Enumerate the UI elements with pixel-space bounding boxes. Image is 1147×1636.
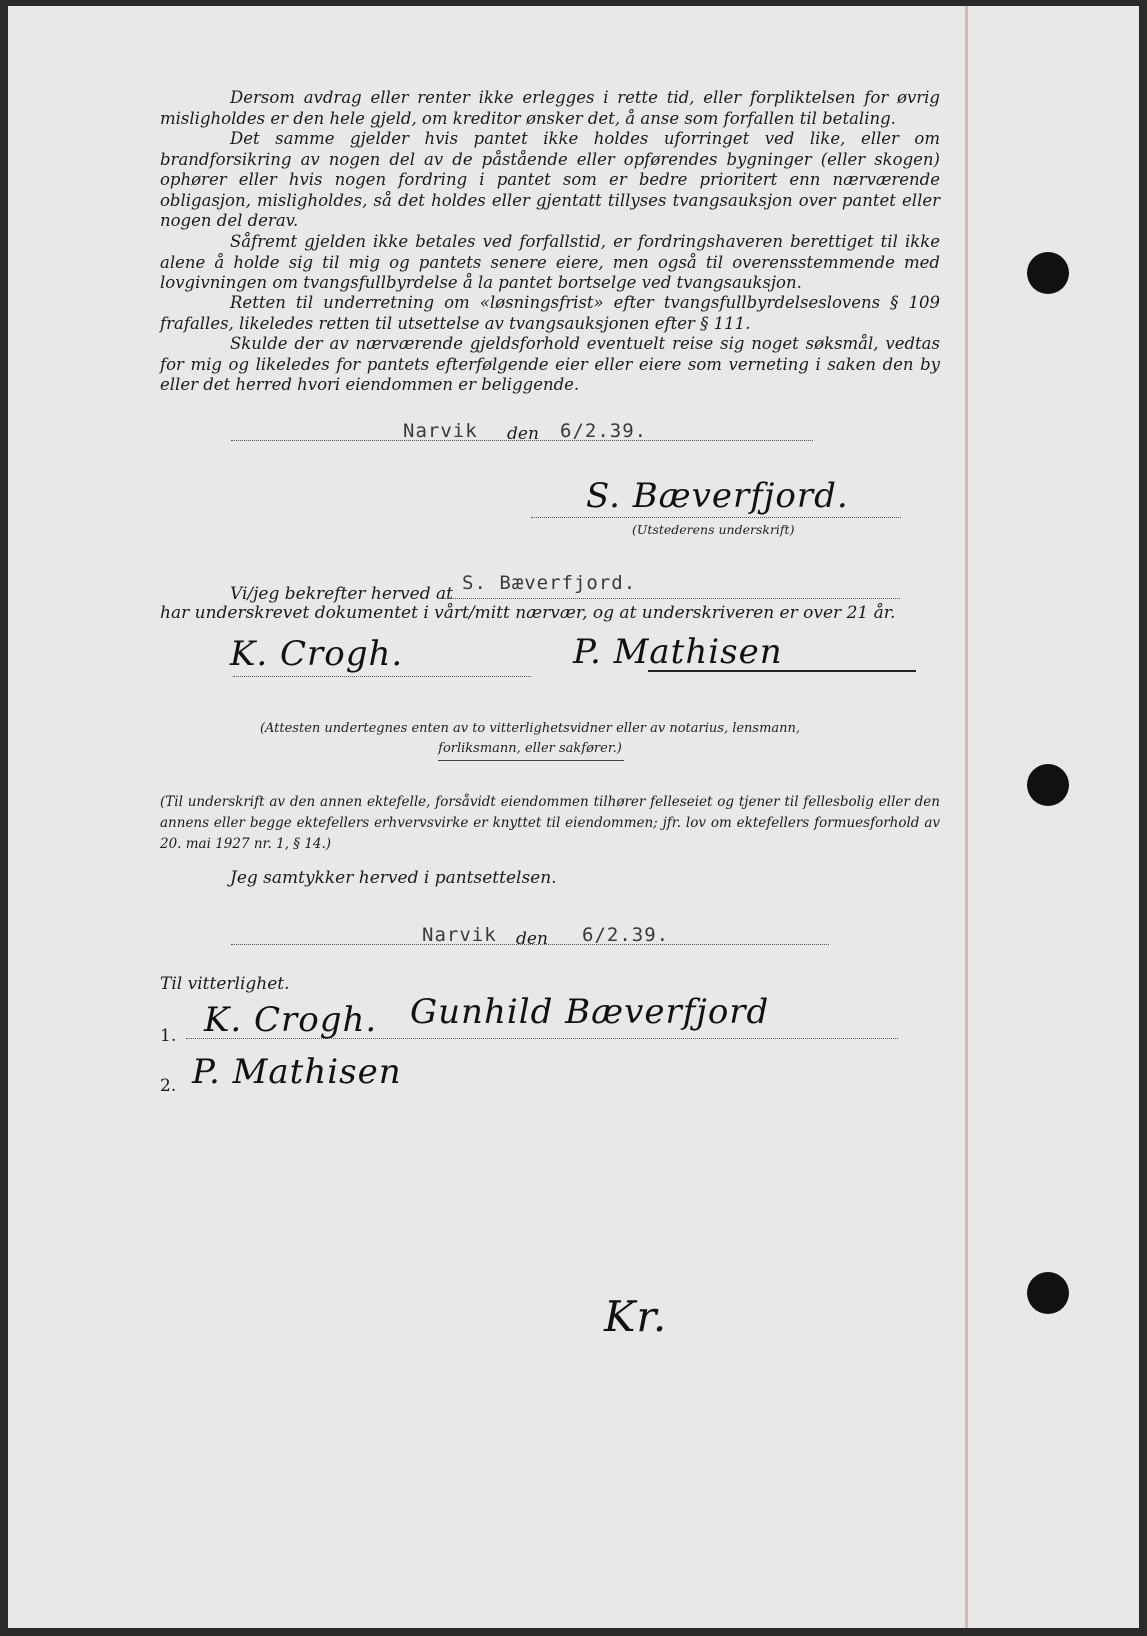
vitterlighet-witness-2: P. Mathisen bbox=[192, 1052, 402, 1092]
punch-hole bbox=[1027, 764, 1069, 806]
consent-text: Jeg samtykker herved i pantsettelsen. bbox=[230, 868, 557, 888]
witness-confirm-line2: har underskrevet dokumentet i vårt/mitt nærvær, og at underskriveren er over 21 år. bbox=[160, 603, 896, 623]
issuer-signature-line bbox=[531, 517, 901, 518]
issuer-signature: S. Bæverfjord. bbox=[586, 476, 849, 516]
witness-number-1: 1. bbox=[160, 1026, 177, 1046]
initials: Kr. bbox=[604, 1292, 668, 1341]
witness-signature-2: P. Mathisen bbox=[573, 632, 783, 672]
den-label-2: den bbox=[516, 929, 548, 949]
clause-default: Dersom avdrag eller renter ikke erlegges i rette tid, eller forpliktelsen for øvrig misligholdes er den hele gjeld, om kreditor ønsker det, å anse som forfallen til betaling. bbox=[160, 88, 940, 128]
date-value-2: 6/2.39. bbox=[582, 924, 670, 946]
clause-notice: Retten til underretning om «løsningsfrist» efter tvangsfullbyrdelseslovens § 109 frafalles, likeledes retten til utsettelse av tvangsauksjonen efter § 111. bbox=[160, 293, 940, 333]
clause-venue: Skulde der av nærværende gjeldsforhold eventuelt reise sig noget søksmål, vedtas for mig og likeledes for pantets efterfølgende eier eller eiere som verneting i saken den by eller det herred hvori eiendommen er beliggende. bbox=[160, 334, 940, 394]
document-page bbox=[8, 6, 1139, 1628]
clause-maintenance: Det samme gjelder hvis pantet ikke holdes uforringet ved like, eller om brandforsikring av nogen del av de påstående eller opførendes bygninger (eller skogen) ophører eller hvis nogen fordring i pantet som er bedre prioritert enn nærværende obligasjon, misligholdes, så det holdes eller gjentatt tillyses tvangsauksjon over pantet eller nogen del derav. bbox=[160, 129, 940, 230]
witness-signature-1: K. Crogh. bbox=[230, 634, 404, 674]
clause-forced-sale: Såfremt gjelden ikke betales ved forfallstid, er fordringshaveren berettiget til ikke alene å holde sig til mig og pantets senere eiere, men også til overensstemmende med lovgivningen om tvangsfullbyrdelse å la pantet bortselge ved tvangsauksjon. bbox=[160, 232, 940, 292]
vitterlighet-witness-1: K. Crogh. bbox=[204, 1000, 378, 1040]
signer-name-line bbox=[438, 598, 900, 599]
spouse-signature: Gunhild Bæverfjord bbox=[410, 992, 770, 1032]
place-value-2: Narvik bbox=[422, 924, 497, 946]
spouse-note: (Til underskrift av den annen ektefelle, forsåvidt eiendommen tilhører felleseiet og tjener til fellesbolig eller den annens eller begge ektefellers erhvervsvirke er knyttet til eiendommen; jfr. lov om ektefellers formuesforhold av 20. mai 1927 nr. 1, § 14.) bbox=[160, 794, 940, 852]
witness-confirm-label: Vi/jeg bekrefter herved at bbox=[230, 584, 453, 604]
witness-number-2: 2. bbox=[160, 1076, 177, 1096]
place-value: Narvik bbox=[403, 420, 478, 442]
punch-hole bbox=[1027, 252, 1069, 294]
punch-hole bbox=[1027, 1272, 1069, 1314]
date-value: 6/2.39. bbox=[560, 420, 648, 442]
issuer-signature-caption: (Utstederens underskrift) bbox=[632, 522, 795, 537]
attest-note: (Attesten undertegnes enten av to vitterlighetsvidner eller av notarius, lensmann, forliksmann, eller sakfører.) bbox=[259, 721, 801, 756]
den-label: den bbox=[507, 424, 539, 444]
vitterlighet-heading: Til vitterlighet. bbox=[160, 974, 290, 994]
divider bbox=[438, 760, 624, 761]
margin-rule bbox=[965, 6, 968, 1628]
witness-signature-line bbox=[233, 676, 531, 677]
signature-flourish bbox=[648, 670, 916, 672]
signer-name: S. Bæverfjord. bbox=[462, 572, 637, 594]
